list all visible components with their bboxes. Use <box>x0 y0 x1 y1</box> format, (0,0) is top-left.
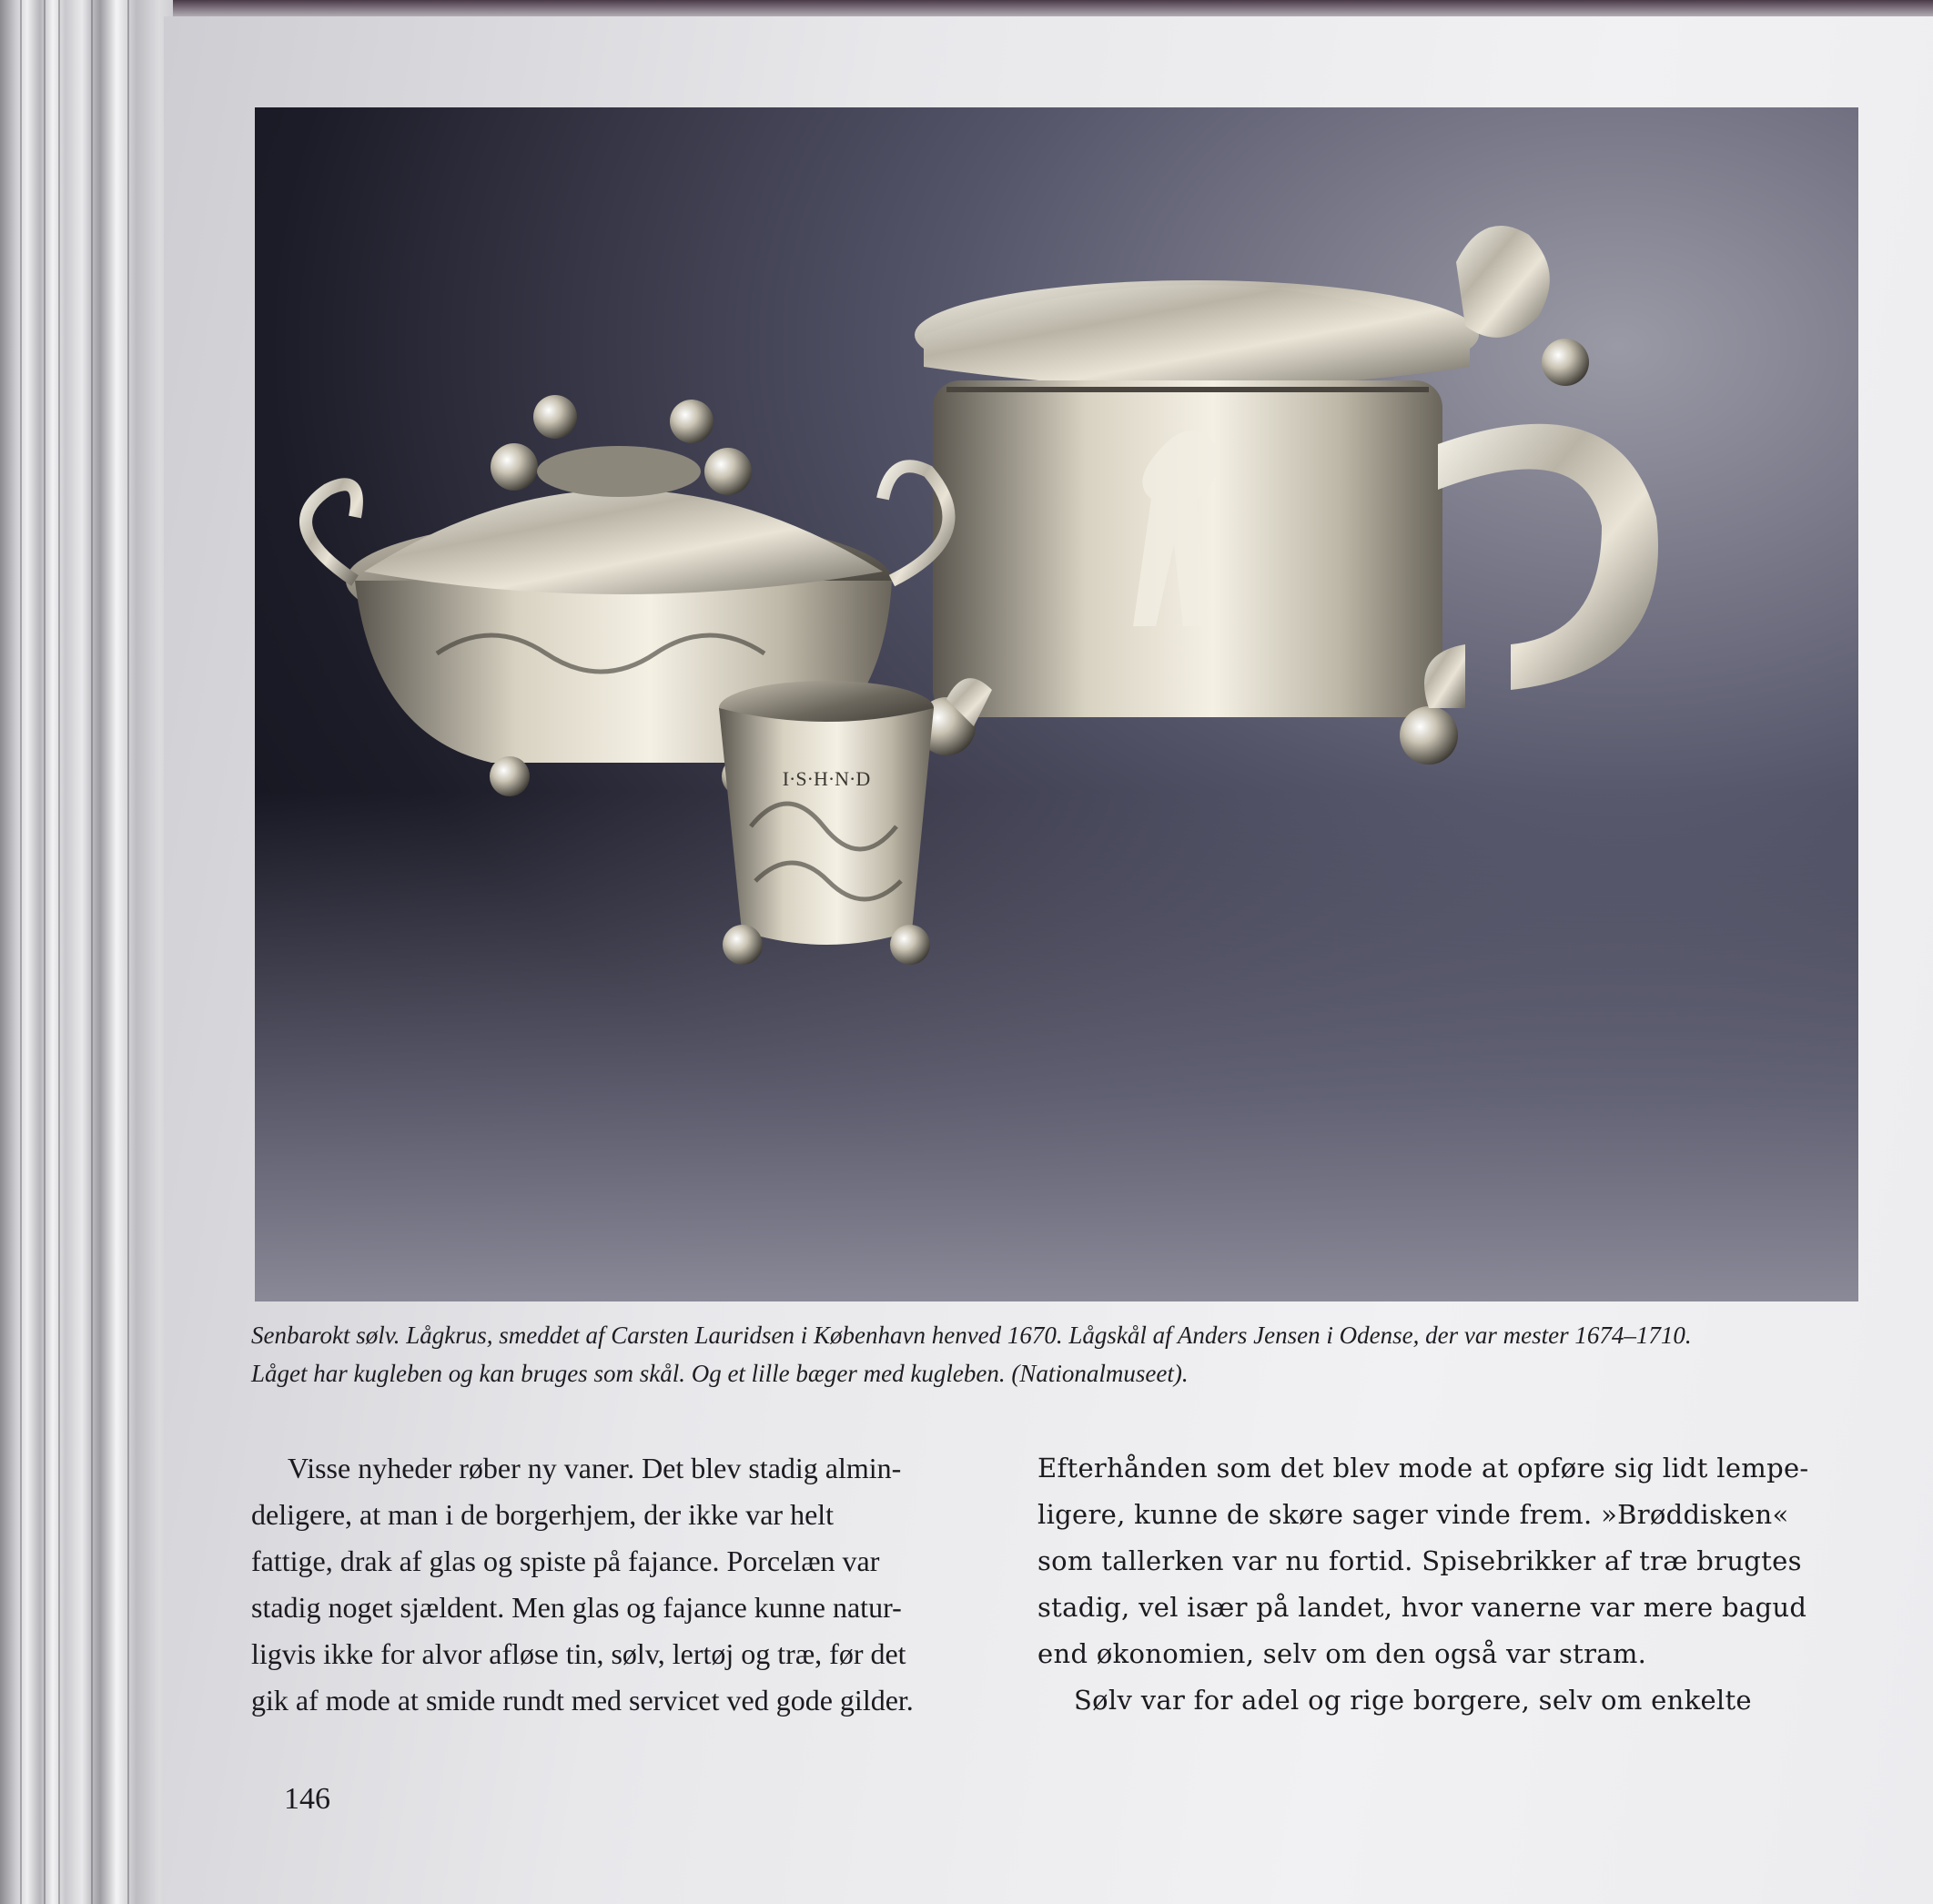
photograph-silverware <box>255 107 1858 1301</box>
left-line-3: fattige, drak af glas og spiste på fajance. Porcelæn var <box>251 1544 880 1577</box>
book-page <box>164 16 1933 1904</box>
book-page-edges <box>0 0 173 1904</box>
tankard <box>915 226 1658 765</box>
cup-inscription: I·S·H·N·D <box>782 767 871 790</box>
left-line-2: deligere, at man i de borgerhjem, der ikke var helt <box>251 1498 835 1531</box>
left-line-4: stadig noget sjældent. Men glas og fajance kunne natur- <box>251 1591 902 1624</box>
silverware-illustration <box>255 107 1858 1301</box>
caption-line-1: Senbarokt sølv. Lågkrus, smeddet af Carsten Lauridsen i København henved 1670. Lågskål af Anders Jensen i Odense, der var mester 1674–1710. <box>251 1322 1692 1349</box>
right-line-5: end økonomien, selv om den også var stram. <box>1037 1638 1647 1669</box>
right-text-column <box>1037 1445 1809 1724</box>
caption-line-2: Låget har kugleben og kan bruges som skål. Og et lille bæger med kugleben. (Nationalmuseet). <box>251 1360 1189 1387</box>
right-line-1: Efterhånden som det blev mode at opføre sig lidt lempe- <box>1037 1453 1809 1484</box>
left-text-column <box>251 1445 979 1724</box>
page-number: 146 <box>284 1782 330 1816</box>
photo-caption <box>251 1316 1871 1393</box>
left-line-6: gik af mode at smide rundt med servicet ved gode gilder. <box>251 1684 914 1717</box>
right-line-6: Sølv var for adel og rige borgere, selv om enkelte <box>1074 1685 1752 1716</box>
right-line-4: stadig, vel især på landet, hvor vanerne var mere bagud <box>1037 1592 1807 1623</box>
left-line-1: Visse nyheder røber ny vaner. Det blev stadig almin- <box>288 1452 902 1484</box>
right-line-3: som tallerken var nu fortid. Spisebrikker af træ brugtes <box>1037 1545 1802 1576</box>
right-line-2: ligere, kunne de skøre sager vinde frem. »Brøddisken« <box>1037 1499 1789 1530</box>
left-line-5: ligvis ikke for alvor afløse tin, sølv, lertøj og træ, før det <box>251 1637 906 1670</box>
small-beaker <box>719 681 934 965</box>
